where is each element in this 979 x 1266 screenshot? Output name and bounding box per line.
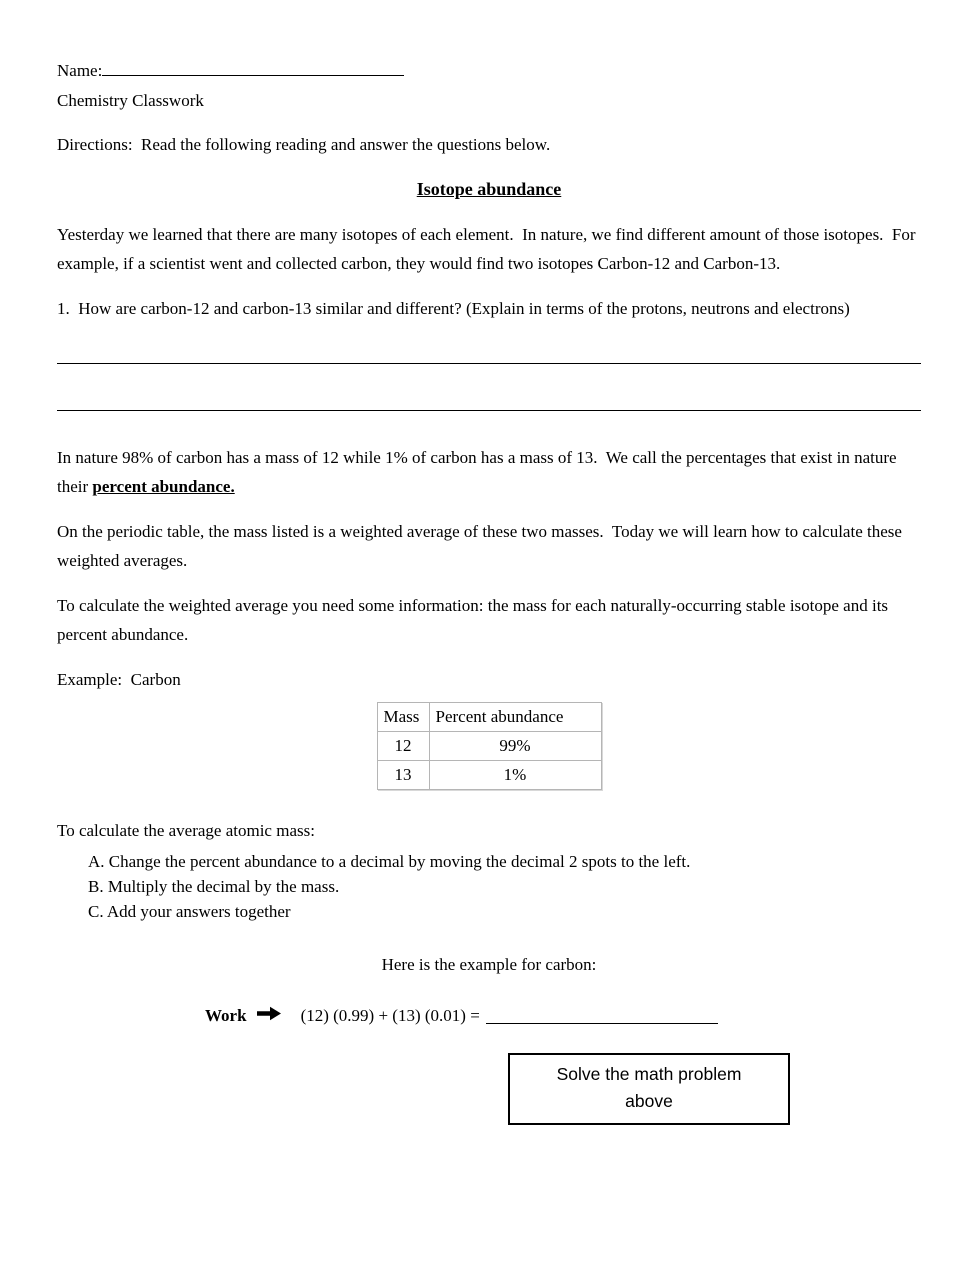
- mass-cell: 13: [377, 761, 429, 790]
- callout-line-1: Solve the math problem: [556, 1064, 742, 1084]
- name-row: [57, 56, 921, 86]
- abundance-cell: 1%: [429, 761, 601, 790]
- callout-box: [508, 1053, 790, 1125]
- course-label: Chemistry Classwork: [57, 91, 204, 110]
- mass-cell: 12: [377, 732, 429, 761]
- answer-line-2: [57, 410, 921, 411]
- percent-abundance-term: percent abundance.: [92, 477, 235, 496]
- nature-paragraph: [57, 443, 921, 501]
- abundance-cell: 99%: [429, 732, 601, 761]
- intro-paragraph: Yesterday we learned that there are many isotopes of each element. In nature, we find different amount of those isotopes. For example, if a scientist went and collected carbon, they would find two isotopes Carbon-12 and Carbon-13.: [57, 225, 920, 273]
- name-blank-line: [102, 58, 404, 76]
- directions-text: Directions: Read the following reading and answer the questions below.: [57, 135, 551, 154]
- step-a: A. Change the percent abundance to a decimal by moving the decimal 2 spots to the left.: [88, 852, 691, 871]
- work-row: [205, 1001, 921, 1031]
- calc-info-paragraph: To calculate the weighted average you need some information: the mass for each naturally-occurring stable isotope and its percent abundance.: [57, 596, 893, 644]
- work-equation: (12) (0.99) + (13) (0.01) =: [300, 1006, 480, 1025]
- table-row: [377, 732, 601, 761]
- nature-text: In nature 98% of carbon has a mass of 12 while 1% of carbon has a mass of 13. We call the percentages that exist in nature their: [57, 448, 901, 496]
- step-b: B. Multiply the decimal by the mass.: [88, 877, 340, 896]
- step-c: C. Add your answers together: [88, 902, 291, 921]
- mass-header: Mass: [377, 703, 429, 732]
- periodic-paragraph: On the periodic table, the mass listed is a weighted average of these two masses. Today we will learn how to calculate these weighted averages.: [57, 522, 907, 570]
- percent-abundance-header: Percent abundance: [429, 703, 601, 732]
- callout-line-2: above: [625, 1091, 673, 1111]
- isotope-table: [377, 702, 602, 790]
- answer-line-1: [57, 363, 921, 364]
- right-arrow-icon: [257, 1001, 281, 1031]
- steps-list: [88, 849, 921, 924]
- question-1: 1. How are carbon-12 and carbon-13 similar and different? (Explain in terms of the protons, neutrons and electrons): [57, 299, 850, 318]
- example-intro: Here is the example for carbon:: [381, 955, 597, 974]
- table-row: [377, 761, 601, 790]
- table-header-row: [377, 703, 601, 732]
- steps-title: To calculate the average atomic mass:: [57, 821, 315, 840]
- work-label: Work: [205, 1006, 247, 1025]
- page-title: Isotope abundance: [416, 179, 562, 199]
- work-blank-line: [486, 1008, 718, 1024]
- name-label: Name:: [57, 61, 103, 80]
- example-label: Example: Carbon: [57, 670, 181, 689]
